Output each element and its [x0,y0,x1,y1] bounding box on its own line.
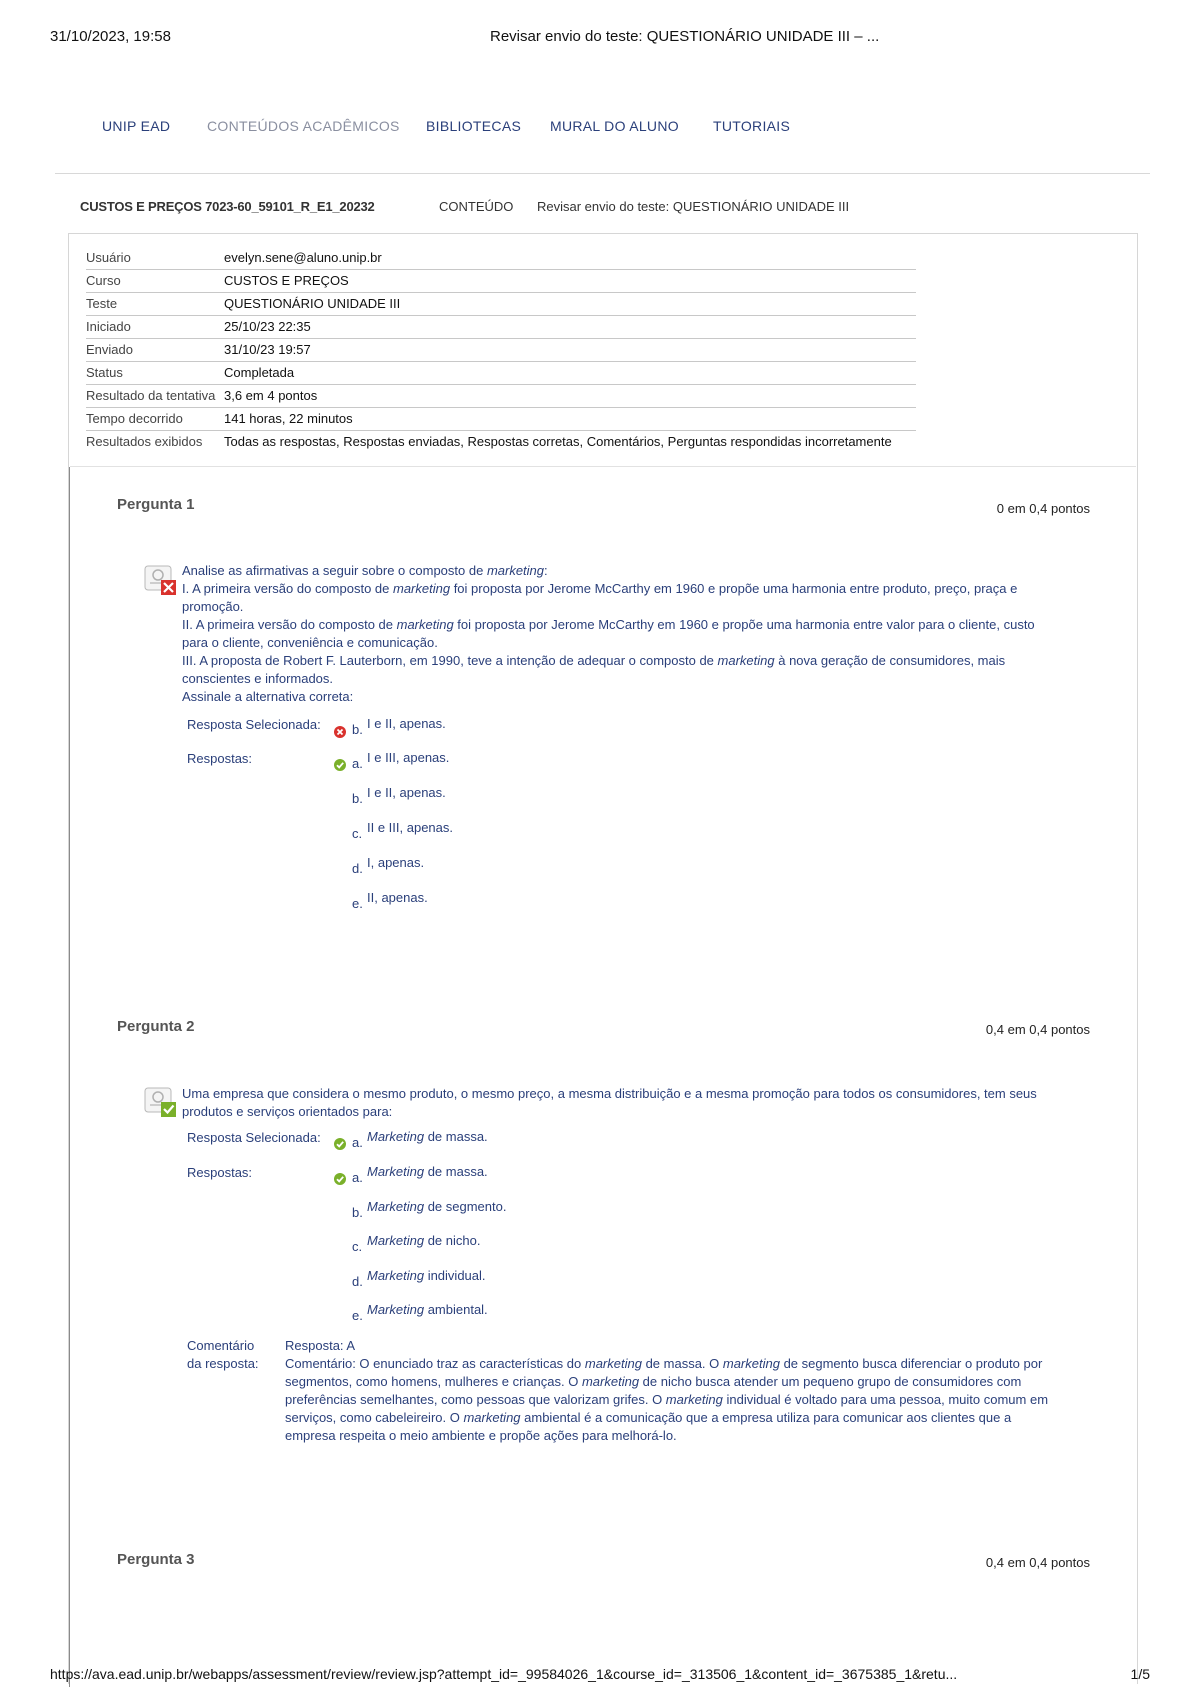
info-value: Todas as respostas, Respostas enviadas, Respostas corretas, Comentários, Perguntas respondidas incorretamente [224,434,892,449]
info-label: Curso [86,273,121,288]
breadcrumb-course[interactable]: CUSTOS E PREÇOS 7023-60_59101_R_E1_20232 [80,199,375,214]
info-row-enviado [86,339,916,362]
print-page-number: 1/5 [1130,1666,1150,1682]
correct-mark-icon [334,1173,346,1185]
question-2-points: 0,4 em 0,4 pontos [985,1022,1090,1037]
info-label: Usuário [86,250,131,265]
answer-letter: b. [352,1205,363,1220]
nav-item-unip-ead[interactable]: UNIP EAD [102,118,171,134]
info-value: CUSTOS E PREÇOS [224,273,349,288]
info-label: Iniciado [86,319,131,334]
breadcrumb-current-page: Revisar envio do teste: QUESTIONÁRIO UNIDADE III [537,199,850,214]
question-2-text: Uma empresa que considera o mesmo produto, o mesmo preço, a mesma distribuição e a mesma promoção para todos os consumidores, tem seus produtos e serviços orientados para: [182,1086,1037,1119]
info-row-resultado [86,385,916,408]
answer-letter: d. [352,861,363,876]
answer-option-text: I e II, apenas. [367,785,446,800]
answers-label: Respostas: [187,1165,253,1180]
selected-answer-text: Marketing de massa. [367,1129,488,1144]
info-label: Resultados exibidos [86,434,203,449]
question-1-title: Pergunta 1 [117,496,195,513]
print-datetime: 31/10/2023, 19:58 [50,28,171,45]
question-incorrect-icon [142,563,178,597]
selected-answer-letter: b. [352,722,363,737]
info-value: evelyn.sene@aluno.unip.br [224,250,382,265]
question-2-title: Pergunta 2 [117,1018,195,1035]
answer-letter: c. [352,826,363,841]
info-row-resultados-exibidos [86,431,916,453]
info-value: Completada [224,365,295,380]
selected-answer-text: I e II, apenas. [367,716,446,731]
info-label: Tempo decorrido [86,411,183,426]
answer-option-text: II, apenas. [367,890,428,905]
answer-option-text: I e III, apenas. [367,750,450,765]
nav-item-mural-do-aluno[interactable]: MURAL DO ALUNO [550,118,679,134]
correct-mark-icon [334,759,346,771]
review-panel [68,233,1138,1684]
comment-label: Comentário da resposta: [187,1338,259,1371]
answer-letter: e. [352,896,363,911]
info-label: Status [86,365,123,380]
nav-divider [55,173,1150,174]
answer-option-text: II e III, apenas. [367,820,453,835]
answer-option-text: Marketing ambiental. [367,1302,488,1317]
selected-answer-label: Resposta Selecionada: [187,717,321,732]
question-3-title: Pergunta 3 [117,1551,195,1568]
print-header [50,28,1150,48]
answer-letter: a. [352,1170,363,1185]
print-url: https://ava.ead.unip.br/webapps/assessment/review/review.jsp?attempt_id=_99584026_1&course_id=_313506_1&content_id=_3675385_1&retu... [50,1666,958,1682]
info-row-teste [86,293,916,316]
question-1-points: 0 em 0,4 pontos [996,501,1090,516]
info-row-status [86,362,916,385]
info-row-iniciado [86,316,916,339]
info-label: Resultado da tentativa [86,388,216,403]
answer-option-text: Marketing individual. [367,1268,486,1283]
info-value: 31/10/23 19:57 [224,342,311,357]
info-value: 3,6 em 4 pontos [224,388,318,403]
info-value: 25/10/23 22:35 [224,319,311,334]
info-value: QUESTIONÁRIO UNIDADE III [224,296,401,311]
comment-text: Resposta: A Comentário: O enunciado traz as características do marketing de massa. O marketing de segmento busca diferenciar o produto por segmentos, como homens, mulheres e crianças. O marketing de nicho busca atender um pequeno grupo de consumidores com preferências semelhantes, como pessoas que valorizam grifes. O marketing individual é voltado para uma pessoa, muito comum em serviços, como cabeleireiro. O marketing ambiental é a comunicação que a empresa utiliza para comunicar aos clientes que a empresa respeita o meio ambiente e propõe ações para melhorá-lo. [285,1338,1049,1443]
answer-option-text: I, apenas. [367,855,425,870]
answer-option-text: Marketing de massa. [367,1164,488,1179]
selected-answer-label: Resposta Selecionada: [187,1130,321,1145]
print-page-title: Revisar envio do teste: QUESTIONÁRIO UNIDADE III – ... [490,28,880,45]
breadcrumb-section[interactable]: CONTEÚDO [439,199,514,214]
info-row-tempo [86,408,916,431]
question-correct-icon [142,1085,178,1119]
info-row-usuario [86,247,916,270]
answer-option-text: Marketing de nicho. [367,1233,481,1248]
nav-item-bibliotecas[interactable]: BIBLIOTECAS [426,118,522,134]
info-value: 141 horas, 22 minutos [224,411,353,426]
nav-item-conteudos-academicos[interactable]: CONTEÚDOS ACADÊMICOS [207,118,400,134]
incorrect-mark-icon [334,726,346,738]
answer-option-text: Marketing de segmento. [367,1199,507,1214]
info-label: Enviado [86,342,133,357]
question-3-points: 0,4 em 0,4 pontos [985,1555,1090,1570]
answers-label: Respostas: [187,751,253,766]
attempt-info-table [86,247,916,453]
nav-item-tutoriais[interactable]: TUTORIAIS [713,118,791,134]
selected-answer-letter: a. [352,1135,363,1150]
answer-letter: c. [352,1239,363,1254]
answer-letter: b. [352,791,363,806]
answer-letter: d. [352,1274,363,1289]
answer-letter: e. [352,1308,363,1323]
answer-letter: a. [352,756,363,771]
question-1-text: Analise as afirmativas a seguir sobre o composto de marketing: I. A primeira versão do composto de marketing foi proposta por Jerome McCarthy em 1960 e propõe uma harmonia entre produto, preço, praça e promoção. II. A primeira versão do composto de marketing foi proposta por Jerome McCarthy em 1960 e propõe uma harmonia entre valor para o cliente, custo para o cliente, conveniência e comunicação. III. A proposta de Robert F. Lauterborn, em 1990, teve a intenção de adequar o composto de marketing à nova geração de consumidores, mais conscientes e informados. Assinale a alternativa correta: [182,563,1035,704]
correct-mark-icon [334,1138,346,1150]
info-label: Teste [86,296,118,311]
container-left-border [69,467,70,1687]
info-row-curso [86,270,916,293]
